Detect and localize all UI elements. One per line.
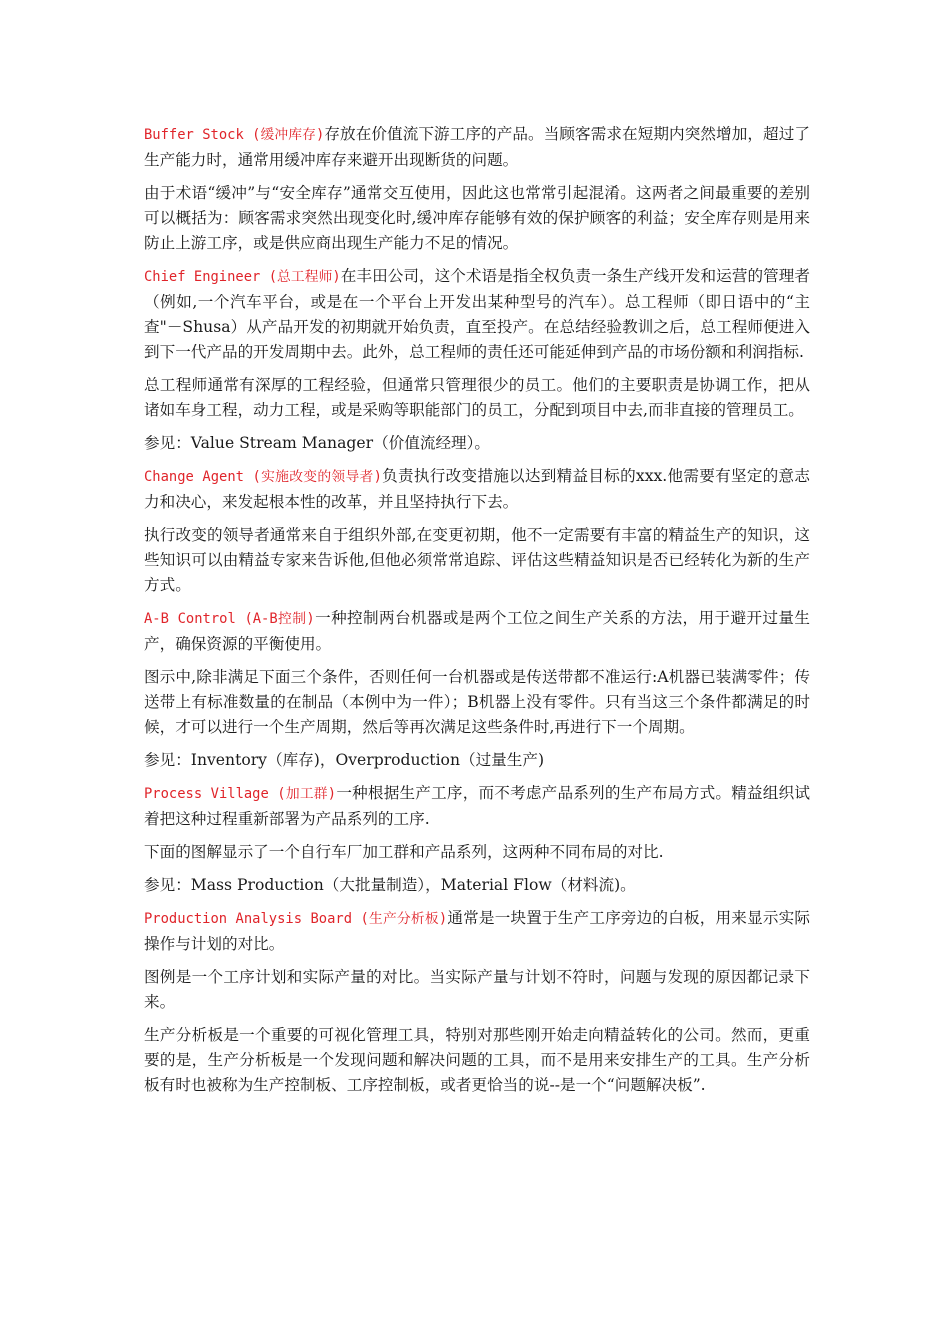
term-definition: 一种根据生产工序，而不考虑产品系列的生产布局方式。精益组织试着把这种过程重新部署为产品系列的工序. [144,784,810,828]
term-heading: Process Village (加工群) [144,786,337,802]
term-definition: 一种控制两台机器或是两个工位之间生产关系的方法，用于避开过量生产，确保资源的平衡使用。 [144,609,810,653]
term-heading: Chief Engineer (总工程师) [144,269,341,285]
paragraph: 总工程师通常有深厚的工程经验，但通常只管理很少的员工。他们的主要职责是协调工作，把从诸如车身工程，动力工程，或是采购等职能部门的员工，分配到项目中去,而非直接的管理员工。 [144,376,810,419]
entry-buffer-stock [144,122,810,173]
see-also: 参见：Inventory（库存)，Overproduction（过量生产) [144,751,545,769]
entry-ab-control [144,606,810,657]
paragraph: 生产分析板是一个重要的可视化管理工具，特别对那些刚开始走向精益转化的公司。然而，更重要的是，生产分析板是一个发现问题和解决问题的工具，而不是用来安排生产的工具。生产分析板有时也被称为生产控制板、工序控制板，或者更恰当的说--是一个“问题解决板”. [144,1026,810,1094]
paragraph: 下面的图解显示了一个自行车厂加工群和产品系列，这两种不同布局的对比. [144,843,664,861]
paragraph: 执行改变的领导者通常来自于组织外部,在变更初期，他不一定需要有丰富的精益生产的知识，这些知识可以由精益专家来告诉他,但他必须常常追踪、评估这些精益知识是否已经转化为新的生产方式。 [144,526,810,594]
term-definition: 存放在价值流下游工序的产品。当顾客需求在短期内突然增加，超过了生产能力时，通常用缓冲库存来避开出现断货的问题。 [144,125,810,169]
entry-production-analysis-board [144,906,810,957]
term-heading: A-B Control (A-B控制) [144,611,315,627]
paragraph: 图例是一个工序计划和实际产量的对比。当实际产量与计划不符时，问题与发现的原因都记录下来。 [144,968,810,1011]
term-heading: Buffer Stock (缓冲库存) [144,127,325,143]
term-heading: Change Agent (实施改变的领导者) [144,469,382,485]
document-page [144,122,810,1106]
term-definition: 负责执行改变措施以达到精益目标的xxx.他需要有坚定的意志力和决心，来发起根本性的改革，并且坚持执行下去。 [144,467,810,511]
term-definition: 在丰田公司，这个术语是指全权负责一条生产线开发和运营的管理者（例如,一个汽车平台，或是在一个平台上开发出某种型号的汽车）。总工程师（即日语中的“主查"－Shusa）从产品开发的初期就开始负责，直至投产。在总结经验教训之后，总工程师便进入到下一代产品的开发周期中去。此外，总工程师的责任还可能延伸到产品的市场份额和利润指标. [144,267,810,361]
term-heading: Production Analysis Board (生产分析板) [144,911,448,927]
entry-chief-engineer [144,264,810,365]
entry-process-village [144,781,810,832]
see-also: 参见：Value Stream Manager（价值流经理）。 [144,434,491,452]
paragraph: 由于术语“缓冲”与“安全库存”通常交互使用，因此这也常常引起混淆。这两者之间最重要的差别可以概括为：顾客需求突然出现变化时,缓冲库存能够有效的保护顾客的利益；安全库存则是用来防止上游工序，或是供应商出现生产能力不足的情况。 [144,184,810,252]
term-definition: 通常是一块置于生产工序旁边的白板，用来显示实际操作与计划的对比。 [144,909,810,953]
see-also: 参见：Mass Production（大批量制造），Material Flow（材料流)。 [144,876,636,894]
entry-change-agent [144,464,810,515]
paragraph: 图示中,除非满足下面三个条件，否则任何一台机器或是传送带都不准运行:A机器已装满零件；传送带上有标准数量的在制品（本例中为一件）；B机器上没有零件。只有当这三个条件都满足的时候，才可以进行一个生产周期，然后等再次满足这些条件时,再进行下一个周期。 [144,668,810,736]
